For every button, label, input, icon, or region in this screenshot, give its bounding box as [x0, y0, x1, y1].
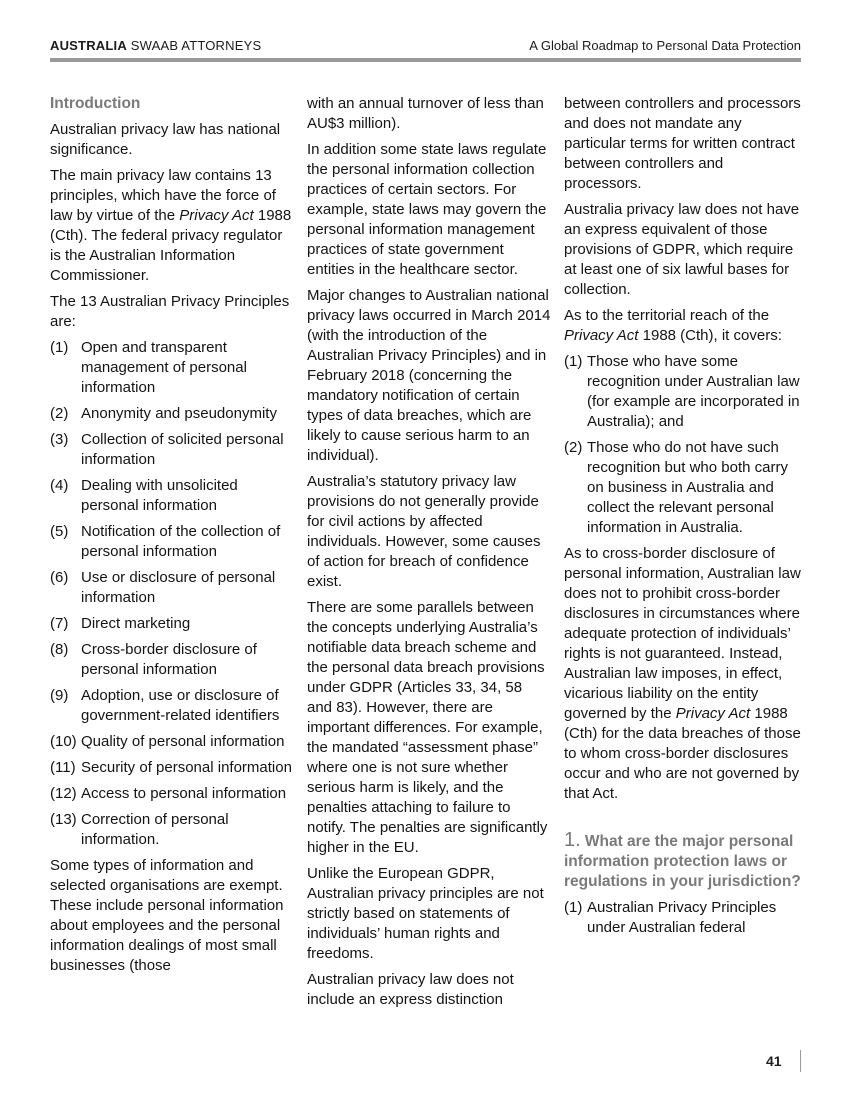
list-number: (8): [50, 641, 69, 658]
list-number: (1): [564, 353, 583, 370]
list-item: [50, 568, 294, 608]
section-title-introduction: Introduction: [50, 95, 141, 112]
list-item: [50, 430, 294, 470]
list-item: [50, 732, 294, 752]
paragraph: between controllers and processors and does not mandate any particular terms for written contract between controllers and processors.: [564, 95, 801, 192]
header-firm: SWAAB ATTORNEYS: [130, 38, 262, 53]
list-number: (6): [50, 569, 69, 586]
list-item: [50, 476, 294, 516]
principles-list: [50, 338, 294, 850]
list-number: (5): [50, 523, 69, 540]
territorial-reach-list: [564, 352, 804, 538]
list-text: Access to personal information: [81, 785, 287, 802]
list-item: [564, 898, 804, 938]
list-text: Australian Privacy Principles under Australian federal: [587, 899, 777, 936]
list-item: [50, 522, 294, 562]
list-text: Use or disclosure of personal information: [81, 569, 276, 606]
list-text: Adoption, use or disclosure of government-related identifiers: [81, 687, 280, 724]
paragraph: Some types of information and selected organisations are exempt. These include personal information about employees and the personal information dealings of most small businesses (those: [50, 857, 284, 974]
list-number: (7): [50, 615, 69, 632]
paragraph: Australian privacy law does not include an express distinction: [307, 971, 514, 1008]
list-text: Dealing with unsolicited personal information: [81, 477, 238, 514]
list-item: [564, 438, 804, 538]
list-item: [50, 404, 294, 424]
list-text: Those who have some recognition under Australian law (for example are incorporated in Australia); and: [587, 353, 800, 430]
list-item: [50, 338, 294, 398]
paragraph: There are some parallels between the concepts underlying Australia’s notifiable data breach scheme and the personal data breach provisions under GDPR (Articles 33, 34, 58 and 83). However, there are important differences. For example, the mandated “assessment phase” where one is not sure whether serious harm is likely, and the penalties attaching to failure to notify. The penalties are significantly higher in the EU.: [307, 599, 548, 856]
paragraph: In addition some state laws regulate the personal information collection practices of certain sectors. For example, state laws may govern the personal information management practices of state government entities in the healthcare sector.: [307, 141, 547, 278]
list-number: (2): [564, 439, 583, 456]
paragraph: Major changes to Australian national privacy laws occurred in March 2014 (with the introduction of the Australian Privacy Principles) and in February 2018 (concerning the mandatory notification of certain types of data breaches, which are likely to cause serious harm to an individual).: [307, 287, 551, 464]
page-header: [50, 36, 801, 60]
act-title: Privacy Act: [564, 327, 639, 344]
list-item: [50, 686, 294, 726]
list-number: (1): [50, 339, 69, 356]
paragraph: As to the territorial reach of the Privacy Act 1988 (Cth), it covers:: [564, 307, 782, 344]
question-heading: [564, 830, 804, 892]
header-rule: [50, 58, 801, 62]
list-number: (2): [50, 405, 69, 422]
column-2: [307, 94, 551, 1016]
list-text: Correction of personal information.: [81, 811, 229, 848]
list-item: [50, 614, 294, 634]
list-text: Open and transparent management of personal information: [81, 339, 247, 396]
paragraph: Australia privacy law does not have an express equivalent of those provisions of GDPR, which require at least one of six lawful bases for collection.: [564, 201, 800, 298]
list-number: (12): [50, 785, 77, 802]
paragraph: Australian privacy law has national significance.: [50, 121, 281, 158]
paragraph: The 13 Australian Privacy Principles are:: [50, 293, 290, 330]
column-1: [50, 94, 294, 982]
list-text: Cross-border disclosure of personal information: [81, 641, 257, 678]
list-text: Security of personal information: [81, 759, 292, 776]
list-text: Quality of personal information: [81, 733, 285, 750]
list-item: [564, 352, 804, 432]
list-item: [50, 810, 294, 850]
paragraph: As to cross-border disclosure of personal information, Australian law does not to prohibit cross-border disclosures in circumstances where adequate protection of individuals’ rights is not guaranteed. Instead, Australian law imposes, in effect, vicarious liability on the entity governed by the Privacy Act 1988 (Cth) for the data breaches of those to whom cross-border disclosures occur and who are not governed by that Act.: [564, 545, 801, 802]
list-text: Notification of the collection of personal information: [81, 523, 281, 560]
paragraph: with an annual turnover of less than AU$3 million).: [307, 95, 544, 132]
list-text: Collection of solicited personal information: [81, 431, 284, 468]
list-text: Anonymity and pseudonymity: [81, 405, 277, 422]
paragraph: The main privacy law contains 13 principles, which have the force of law by virtue of the Privacy Act 1988 (Cth). The federal privacy regulator is the Australian Information Commissioner.: [50, 167, 292, 284]
list-text: Those who do not have such recognition but who both carry on business in Australia and collect the relevant personal information in Australia.: [587, 439, 788, 536]
list-item: [50, 758, 294, 778]
paragraph: Unlike the European GDPR, Australian privacy principles are not strictly based on statements of individuals’ human rights and freedoms.: [307, 865, 544, 962]
column-3: [564, 94, 804, 944]
question-number: 1.: [564, 829, 581, 851]
list-number: (3): [50, 431, 69, 448]
list-number: (9): [50, 687, 69, 704]
list-item: [50, 784, 294, 804]
act-title: Privacy Act: [675, 705, 751, 722]
paragraph: Australia’s statutory privacy law provisions do not generally provide for civil actions by affected individuals. However, some causes of action for breach of confidence exist.: [307, 473, 541, 590]
header-publication: A Global Roadmap to Personal Data Protection: [529, 38, 801, 53]
list-number: (10): [50, 733, 77, 750]
header-country: AUSTRALIA: [50, 38, 127, 53]
header-left: [50, 38, 261, 53]
question-text: What are the major personal information protection laws or regulations in your jurisdiction?: [564, 833, 801, 890]
act-title: Privacy Act: [179, 207, 254, 224]
list-text: Direct marketing: [81, 615, 191, 632]
page-number: 41: [766, 1053, 782, 1069]
list-number: (4): [50, 477, 69, 494]
list-number: (13): [50, 811, 77, 828]
list-number: (1): [564, 899, 583, 916]
list-item: [50, 640, 294, 680]
list-number: (11): [50, 759, 76, 776]
page-number-rule: [800, 1050, 801, 1072]
